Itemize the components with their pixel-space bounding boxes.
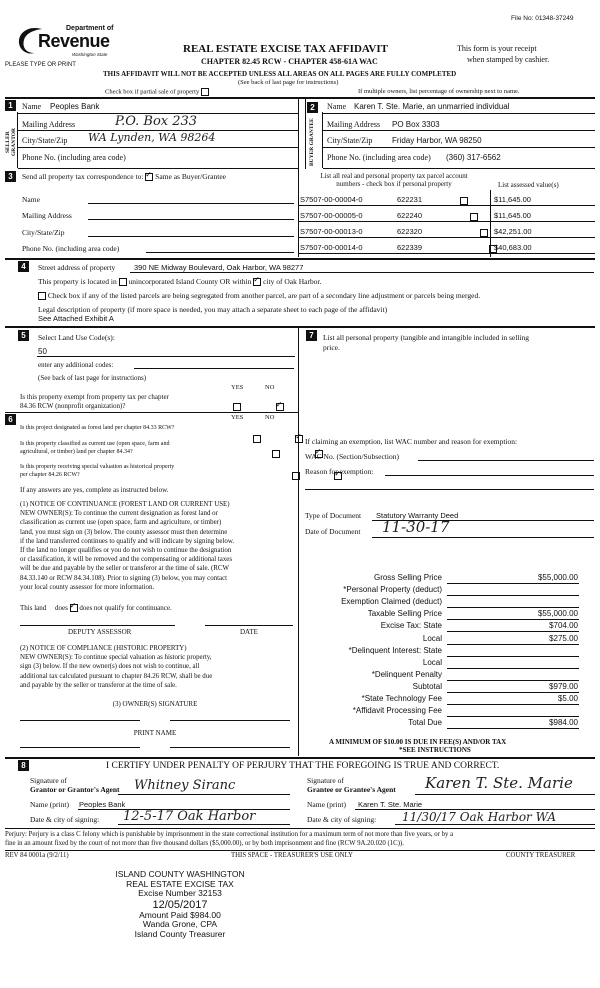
parcel-number[interactable]: S7507-00-00013-0 <box>300 227 363 236</box>
grantee-date-city[interactable]: 11/30/17 Oak Harbor WA <box>402 810 557 824</box>
s5-yes-header: YES <box>231 384 244 391</box>
buyer-name[interactable]: Karen T. Ste. Marie, an unmarried individual <box>354 102 510 111</box>
seller-name-label: Name <box>22 102 42 111</box>
doc-type-label: Type of Document <box>305 511 362 520</box>
parcel-id[interactable]: 622231 <box>397 195 423 204</box>
fee-value[interactable]: $5.00 <box>557 694 578 703</box>
historical-question: Is this property receiving special valuation as historical property per chapter 84.26 RCW? <box>20 464 175 478</box>
city-checkbox[interactable] <box>253 278 261 286</box>
reason-label: Reason for exemption: <box>305 467 374 476</box>
fee-value[interactable]: $55,000.00 <box>537 609 578 619</box>
buyer-phone-label: Phone No. (including area code) <box>327 153 431 162</box>
grantor-date-city[interactable]: 12-5-17 Oak Harbor <box>123 809 256 824</box>
parcel-id[interactable]: 622320 <box>397 227 423 236</box>
treasurer-stamp <box>100 870 260 939</box>
fee-label: *Affidavit Processing Fee <box>352 706 442 716</box>
stamp-treasurer: Island County Treasurer <box>134 928 226 939</box>
legal-description[interactable]: See Attached Exhibit A <box>38 314 114 323</box>
county-treasurer-label: COUNTY TREASURER <box>506 852 576 859</box>
historic-line: (2) NOTICE OF COMPLIANCE (HISTORIC PROPERTY) <box>20 645 187 652</box>
please-type-label: PLEASE TYPE OR PRINT <box>5 62 76 68</box>
seller-mailing-label: Mailing Address <box>22 120 76 129</box>
parcel-number[interactable]: S7507-00-00005-0 <box>300 211 363 220</box>
current-use-yes-checkbox[interactable] <box>272 450 280 458</box>
continuance-line: or classification, it will be removed and the compensating or additional taxes <box>20 556 233 564</box>
buyer-side-label: BUYER GRANTEE <box>309 118 315 166</box>
assessed-value[interactable]: $11,645.00 <box>494 195 531 204</box>
doc-date[interactable]: 11-30-17 <box>382 518 450 536</box>
fee-label: Subtotal <box>412 681 442 691</box>
parcel-id[interactable]: 622339 <box>397 243 423 252</box>
buyer-mailing[interactable]: PO Box 3303 <box>392 120 440 129</box>
fee-label: Taxable Selling Price <box>367 609 442 619</box>
historic-line: sign (3) below. If the new owner(s) does not wish to continue, all <box>20 663 200 671</box>
exempt-question: Is this property exempt from property tax per chapter 84.36 RCW (nonprofit organization)? <box>20 393 169 410</box>
seller-city-label: City/State/Zip <box>22 136 68 145</box>
parcel-id[interactable]: 622240 <box>397 211 423 220</box>
fee-label: Exemption Claimed (deduct) <box>341 597 442 607</box>
continuance-line: (1) NOTICE OF CONTINUANCE (FOREST LAND OR CURRENT USE) <box>20 501 230 508</box>
partial-sale-checkbox[interactable] <box>201 88 209 96</box>
exemption-label: If claiming an exemption, list WAC number and reason for exemption: <box>305 437 518 446</box>
section-7-badge: 7 <box>306 330 317 341</box>
fee-value[interactable]: $979.00 <box>549 681 578 691</box>
doc-date-label: Date of Document <box>305 527 361 536</box>
section-1-badge: 1 <box>5 100 16 111</box>
fee-label: *Delinquent Interest: State <box>348 645 442 655</box>
grantee-signature[interactable]: Karen T. Ste. Marie <box>425 774 573 792</box>
exempt-no-checkbox[interactable] <box>276 403 284 411</box>
buyer-city-label: City/State/Zip <box>327 136 373 145</box>
fee-value[interactable]: $704.00 <box>549 621 578 631</box>
see-back-label: (See back of last page for instructions) <box>38 374 147 382</box>
print-name-label: PRINT NAME <box>133 729 177 737</box>
rev-number: REV 84 0001a (9/2/11) <box>5 852 69 859</box>
wac-label: WAC No. (Section/Subsection) <box>305 452 399 461</box>
seller-city[interactable]: WA Lynden, WA 98264 <box>88 131 216 144</box>
historic-line: and payable by the seller or transferor at the time of sale. <box>20 681 177 689</box>
date-label: DATE <box>240 628 258 636</box>
receipt-note-2: when stamped by cashier. <box>467 55 550 64</box>
continuance-line: 84.33.140 or RCW 84.34.108). Prior to signing (3) below, you may contact <box>20 574 228 582</box>
section-8-badge: 8 <box>18 760 29 771</box>
seller-mailing[interactable]: P.O. Box 233 <box>115 114 198 129</box>
continuance-line: If the land no longer qualifies or you do not wish to continue the designation <box>20 547 232 555</box>
parcel-number[interactable]: S7507-00-00004-0 <box>300 195 363 204</box>
assessed-value[interactable]: $40,683.00 <box>494 243 532 252</box>
historical-yes-checkbox[interactable] <box>292 472 300 480</box>
located-in: This property is located in unincorporated Island County OR within ✓ city of Oak Harbor. <box>38 277 321 286</box>
washington-state-label: Washington State <box>72 52 108 57</box>
file-number: File No: 01348-37249 <box>511 15 574 22</box>
minimum-note: A MINIMUM OF $10.00 IS DUE IN FEE(S) AND/OR TAX <box>329 738 507 746</box>
fee-value[interactable]: $275.00 <box>549 633 578 643</box>
s5-no-header: NO <box>265 384 275 391</box>
historic-line: NEW OWNER(S): To continue special valuation as historic property, <box>20 654 212 662</box>
grantor-date-label: Date & city of signing: <box>30 815 100 824</box>
segregated-note: Check box if any of the listed parcels are being segregated from another parcel, are part of a secondary line adjustment or parcels being merged. <box>38 291 480 300</box>
street-label: Street address of property <box>38 263 116 272</box>
historic-line: additional tax calculated pursuant to chapter 84.26 RCW, shall be due <box>20 672 213 680</box>
continuance-line: NEW OWNER(S): To continue the current designation as forest land or <box>20 510 218 518</box>
land-use-code[interactable]: 50 <box>38 347 47 356</box>
seller-phone-label: Phone No. (including area code) <box>22 153 126 162</box>
does-not-checkbox[interactable] <box>70 604 78 612</box>
form-title: REAL ESTATE EXCISE TAX AFFIDAVIT <box>183 43 388 55</box>
corr-phone-label: Phone No. (including area code) <box>22 244 120 253</box>
perjury-notice: Perjury: Perjury is a class C felony which is punishable by imprisonment in the state correctional institution for a maximum term of not more than five years, or by a fine in an amount fixed by the court of not more than five thousand dollars ($5,000.00), or by both imprisonment and fine (RCW 9A.20.020 (1C)). <box>5 831 454 847</box>
stamp-signer: Wanda Grone, CPA <box>142 919 218 929</box>
fee-label: *Personal Property (deduct) <box>343 585 442 595</box>
buyer-city[interactable]: Friday Harbor, WA 98250 <box>392 136 482 145</box>
dept-of-label: Department of <box>66 25 114 32</box>
corr-name-label: Name <box>22 195 40 204</box>
dor-logo <box>16 23 126 63</box>
buyer-phone[interactable]: (360) 317-6562 <box>446 153 501 162</box>
certify-statement: I CERTIFY UNDER PENALTY OF PERJURY THAT THE FOREGOING IS TRUE AND CORRECT. <box>106 761 500 771</box>
parcel-header: List all real and personal property tax parcel account numbers - check box if personal property <box>320 172 468 188</box>
continuance-line: your local county assessor for more information. <box>20 583 155 591</box>
street-address[interactable]: 390 NE Midway Boulevard, Oak Harbor, WA 98277 <box>134 263 304 272</box>
grantor-signature[interactable]: Whitney Siranc <box>134 778 236 793</box>
multiple-owners-note: If multiple owners, list percentage of ownership next to name. <box>358 88 520 95</box>
section-5-badge: 5 <box>18 330 29 341</box>
stamp-amount: Amount Paid $984.00 <box>139 909 221 920</box>
grantee-date-label: Date & city of signing: <box>307 815 377 824</box>
s6-yes-header: YES <box>231 414 244 421</box>
continuance-line: if the land transferred continues to qualify and will indicate by signing below. <box>20 537 235 545</box>
grantee-print-label: Name (print) <box>307 800 346 809</box>
parcel-number[interactable]: S7507-00-00014-0 <box>300 243 363 252</box>
section-2-badge: 2 <box>307 102 318 113</box>
land-use-label: Select Land Use Code(s): <box>38 333 115 342</box>
assessed-header: List assessed value(s) <box>498 181 559 189</box>
assessed-value[interactable]: $42,251.00 <box>494 227 532 236</box>
stamp-county: ISLAND COUNTY WASHINGTON <box>115 869 245 879</box>
grantor-sig-label: Signature of Grantor or Grantor's Agent <box>30 776 120 794</box>
continuance-line: land, you must sign on (3) below. The county assessor must then determine <box>20 528 228 536</box>
continuance-line: classification as current use (open space, farm and agriculture, or timber) <box>20 519 222 527</box>
continuance-line: will be due and payable by the seller or transferor at the time of sale. (RCW <box>20 565 229 573</box>
forest-yes-checkbox[interactable] <box>253 435 261 443</box>
exempt-yes-checkbox[interactable] <box>233 403 241 411</box>
fee-label: Local <box>422 633 442 643</box>
fee-label: Total Due <box>408 718 442 728</box>
fee-label: *State Technology Fee <box>361 694 442 703</box>
fee-label: *Delinquent Penalty <box>371 669 442 679</box>
personal-property-label: List all personal property (tangible and intangible included in selling price. <box>323 333 529 352</box>
corr-mailing-label: Mailing Address <box>22 211 72 220</box>
fee-label: Excise Tax: State <box>380 621 442 631</box>
fee-value[interactable]: $984.00 <box>549 718 578 728</box>
seller-side-label: SELLER GRANTOR <box>5 128 17 157</box>
grantee-print-name[interactable]: Karen T. Ste. Marie <box>358 800 423 809</box>
treasurer-space-label: THIS SPACE - TREASURER'S USE ONLY <box>231 852 353 859</box>
unincorporated-checkbox[interactable] <box>119 278 127 286</box>
revenue-wordmark: Revenue <box>38 31 110 51</box>
stamp-excise-number: Excise Number 32153 <box>138 888 222 898</box>
forest-no-checkbox[interactable] <box>295 435 303 443</box>
form-subtitle: CHAPTER 82.45 RCW - CHAPTER 458-61A WAC <box>201 57 378 66</box>
section-3-badge: 3 <box>5 171 16 182</box>
grantee-sig-label: Signature of Grantee or Grantee's Agent <box>307 776 396 794</box>
fee-label: Local <box>422 657 442 667</box>
segregated-checkbox[interactable] <box>38 292 46 300</box>
current-use-question: Is this property classified as current use (open space, farm and agricultural, or timber) land per chapter 84.34? <box>20 441 170 455</box>
forest-question: Is this project designated as forest land per chapter 84.33 RCW? <box>20 425 175 431</box>
warning-text: THIS AFFIDAVIT WILL NOT BE ACCEPTED UNLESS ALL AREAS ON ALL PAGES ARE FULLY COMPLETED <box>103 70 457 78</box>
send-correspondence: Send all property tax correspondence to: ✓ Same as Buyer/Grantee <box>22 172 226 181</box>
section-6-badge: 6 <box>5 414 16 425</box>
fee-value[interactable]: $55,000.00 <box>537 573 578 582</box>
see-instructions-note: *SEE INSTRUCTIONS <box>399 746 471 754</box>
corr-city-label: City/State/Zip <box>22 228 65 237</box>
owner-signature-label: (3) OWNER(S) SIGNATURE <box>112 700 198 708</box>
deputy-assessor-label: DEPUTY ASSESSOR <box>68 628 132 636</box>
if-yes-note: If any answers are yes, complete as instructed below. <box>20 486 169 494</box>
continuance-notice <box>20 500 234 592</box>
s6-no-header: NO <box>265 414 275 421</box>
buyer-name-label: Name <box>327 102 347 111</box>
legal-label: Legal description of property (if more space is needed, you may attach a separate sheet to each page of the affidavit) <box>38 305 388 314</box>
seller-name[interactable]: Peoples Bank <box>50 102 100 111</box>
additional-codes-label: enter any additional codes: <box>38 361 114 369</box>
section-4-badge: 4 <box>18 261 29 272</box>
receipt-note-1: This form is your receipt <box>457 44 537 53</box>
historic-notice <box>20 644 212 690</box>
grantor-print-label: Name (print) <box>30 800 69 809</box>
stamp-tax: REAL ESTATE EXCISE TAX <box>126 878 234 889</box>
same-as-buyer-checkbox[interactable] <box>145 173 153 181</box>
grantor-print-name[interactable]: Peoples Bank <box>79 800 126 809</box>
fee-label: Gross Selling Price <box>373 573 442 582</box>
qualify-line: This land does ✓ does not qualify for continuance. <box>20 604 172 612</box>
assessed-value[interactable]: $11,645.00 <box>494 211 531 220</box>
stamp-date: 12/05/2017 <box>152 898 208 911</box>
doc-type[interactable]: Statutory Warranty Deed <box>376 511 459 520</box>
buyer-mailing-label: Mailing Address <box>327 120 381 129</box>
instructions-note: (See back of last page for instructions) <box>238 79 339 86</box>
partial-sale-label: Check box if partial sale of property <box>105 88 209 96</box>
